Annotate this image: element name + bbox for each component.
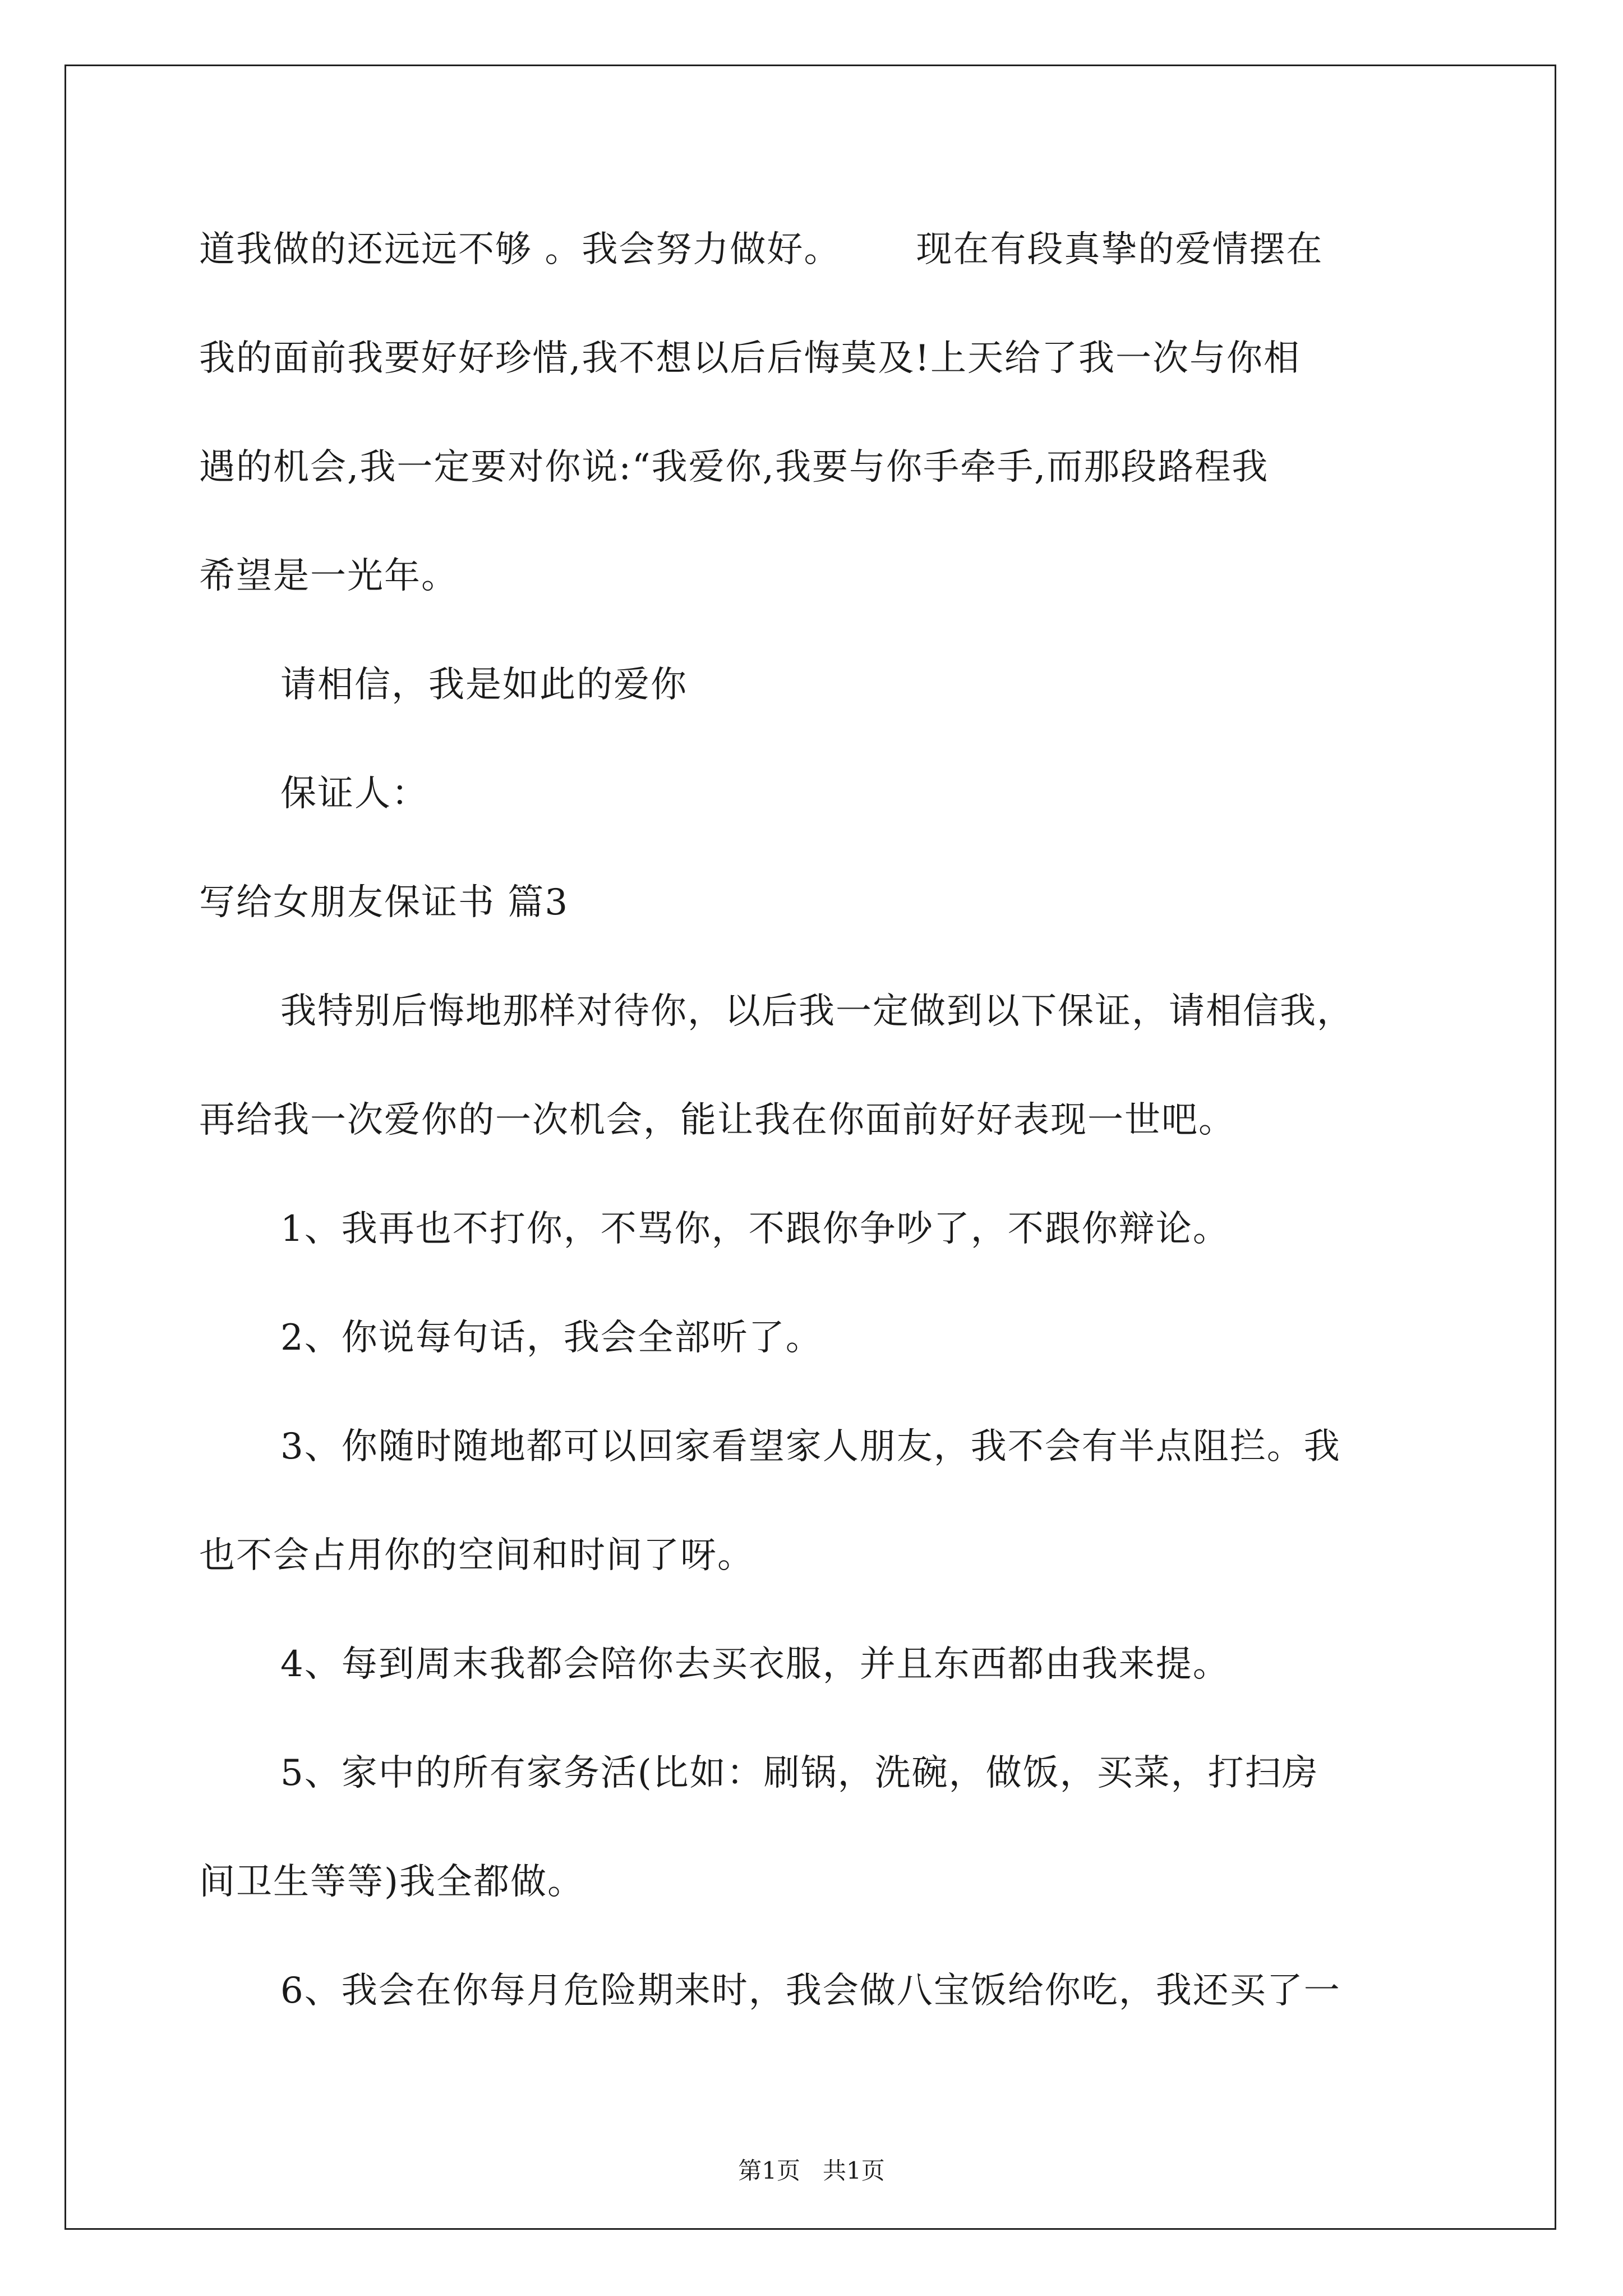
- closing-line: 请相信，我是如此的爱你: [280, 664, 688, 706]
- text-line-4: 希望是一光年。: [199, 555, 458, 597]
- section-heading: 写给女朋友保证书 篇3: [199, 882, 569, 923]
- list-item-5-line-2: 间卫生等等)我全都做。: [199, 1861, 584, 1903]
- list-item-4: 4、每到周末我都会陪你去买衣服，并且东西都由我来提。: [280, 1644, 1230, 1685]
- list-item-2: 2、你说每句话，我会全部听了。: [280, 1317, 823, 1359]
- page-number-footer: 第1页 共1页: [738, 2157, 885, 2184]
- text-line-3: 遇的机会,我一定要对你说:“我爱你,我要与你手牵手,而那段路程我: [199, 447, 1269, 488]
- list-item-5-line-1: 5、家中的所有家务活(比如：刷锅，洗碗，做饭，买菜，打扫房: [280, 1752, 1319, 1794]
- text-line-2: 我的面前我要好好珍惜,我不想以后后悔莫及!上天给了我一次与你相: [199, 338, 1301, 379]
- paragraph-intro-line-2: 再给我一次爱你的一次机会，能让我在你面前好好表现一世吧。: [199, 1099, 1235, 1141]
- text-line-1: 道我做的还远远不够 。我会努力做好。 现在有段真挚的爱情摆在: [199, 229, 1324, 270]
- list-item-3-line-1: 3、你随时随地都可以回家看望家人朋友，我不会有半点阻拦。我: [280, 1426, 1341, 1467]
- list-item-1: 1、我再也不打你，不骂你，不跟你争吵了，不跟你辩论。: [280, 1208, 1230, 1250]
- guarantor-label: 保证人：: [280, 773, 428, 815]
- list-item-3-line-2: 也不会占用你的空间和时间了呀。: [199, 1535, 754, 1576]
- paragraph-intro-line-1: 我特别后悔地那样对待你，以后我一定做到以下保证，请相信我，: [280, 991, 1354, 1032]
- list-item-6-line-1: 6、我会在你每月危险期来时，我会做八宝饭给你吃，我还买了一: [280, 1970, 1341, 2012]
